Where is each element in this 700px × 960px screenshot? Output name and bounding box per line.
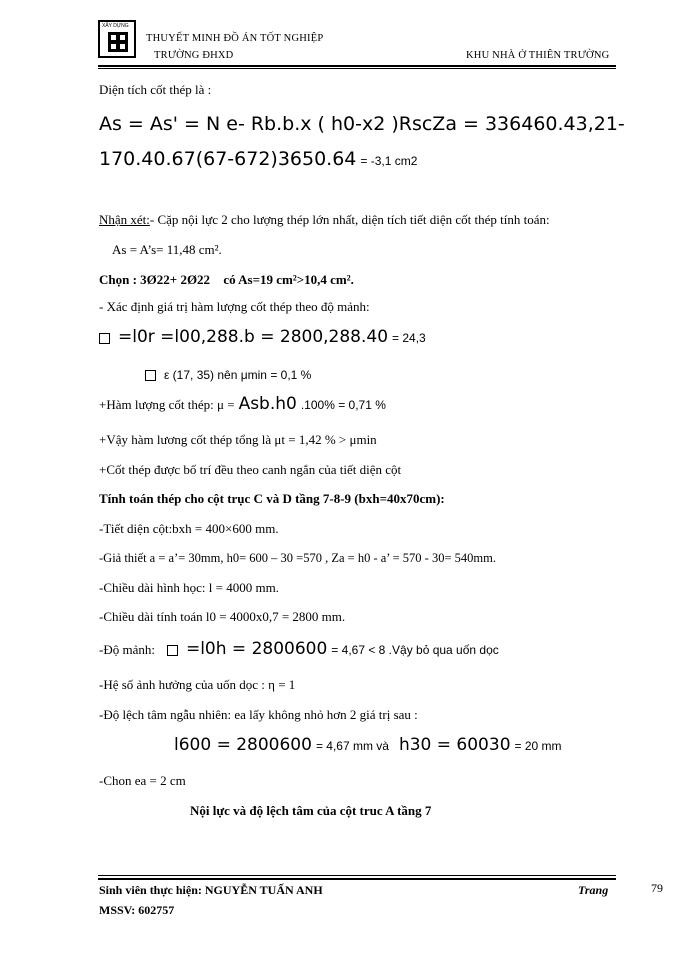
formula-line bbox=[99, 327, 426, 347]
formula-line bbox=[174, 735, 562, 755]
symbol-box bbox=[99, 333, 110, 344]
text-line bbox=[99, 212, 550, 228]
school-logo: XÂY DỰNG bbox=[98, 20, 136, 58]
formula-line bbox=[99, 148, 417, 170]
text-line: -Độ lệch tâm ngẫu nhiên: ea lấy không nhỏ hơn 2 giá trị sau : bbox=[99, 707, 418, 722]
formula-part: =l0r =l00,288.b = 2800,288.40 bbox=[118, 327, 389, 347]
text-line: -Tiết diện cột:bxh = 400×600 mm. bbox=[99, 521, 279, 536]
text-line: -Giả thiết a = a’= 30mm, h0= 600 – 30 =570 , Za = h0 - a’ = 570 - 30= 540mm. bbox=[99, 551, 496, 565]
text-part: ε (17, 35) nên μmin = 0,1 % bbox=[164, 368, 312, 382]
formula-result: = 4,67 < 8 .Vậy bỏ qua uốn dọc bbox=[331, 643, 499, 657]
header-rule-thin bbox=[98, 68, 616, 69]
formula-result: = 4,67 mm và bbox=[315, 739, 389, 753]
text-line bbox=[145, 366, 311, 384]
choice-area: có As=19 cm²>10,4 cm². bbox=[223, 272, 354, 287]
text-line: - Xác định giá trị hàm lượng cốt thép theo độ mảnh: bbox=[99, 299, 370, 314]
text-line: Diện tích cốt thép là : bbox=[99, 82, 212, 97]
formula-result: = 24,3 bbox=[392, 331, 426, 345]
symbol-box bbox=[145, 370, 156, 381]
formula-result: .100% = 0,71 % bbox=[300, 398, 386, 412]
formula-line: As = As' = N e- Rb.b.x ( h0-x2 )RscZa = 336460.43,21- bbox=[99, 113, 625, 135]
formula-part: h30 = 60030 bbox=[398, 735, 511, 755]
section-heading: Nội lực và độ lệch tâm của cột truc A tầng 7 bbox=[190, 803, 432, 818]
header-title: THUYẾT MINH ĐỒ ÁN TỐT NGHIỆP bbox=[146, 33, 324, 44]
footer-page-label: Trang bbox=[578, 883, 609, 897]
text-line: -Chiều dài tính toán l0 = 4000x0,7 = 2800 mm. bbox=[99, 609, 346, 624]
text-line: +Vậy hàm lương cốt thép tổng là μt = 1,42 % > μmin bbox=[99, 432, 377, 447]
formula-result: = -3,1 cm2 bbox=[360, 154, 418, 168]
text-line: -Chiều dài hình học: l = 4000 mm. bbox=[99, 580, 279, 595]
formula-part: =l0h = 2800600 bbox=[185, 639, 328, 659]
formula-part: 170.40.67(67-672)3650.64 bbox=[99, 148, 357, 170]
formula-result: = 20 mm bbox=[514, 739, 562, 753]
header-project: KHU NHÀ Ở THIÊN TRƯỜNG bbox=[466, 50, 610, 61]
text-line: As = A’s= 11,48 cm². bbox=[112, 242, 222, 257]
formula-line bbox=[99, 639, 499, 659]
text-line: +Cốt thép được bố trí đều theo canh ngắn của tiết diện cột bbox=[99, 462, 402, 477]
header-rule bbox=[98, 65, 616, 67]
header-school: TRƯỜNG ĐHXD bbox=[154, 50, 234, 61]
choice-label: Chọn : 3Ø22+ 2Ø22 bbox=[99, 272, 211, 287]
footer-author: Sinh viên thực hiện: NGUYỄN TUẤN ANH bbox=[99, 883, 323, 897]
footer-rule bbox=[98, 878, 616, 880]
remark-text: - Cặp nội lực 2 cho lượng thép lớn nhất, diện tích tiết diện cốt thép tính toán: bbox=[149, 212, 550, 227]
symbol-box bbox=[167, 645, 178, 656]
remark-label: Nhận xét: bbox=[99, 212, 150, 227]
formula-part: l600 = 2800600 bbox=[174, 735, 312, 755]
text-part: +Hàm lượng cốt thép: μ = bbox=[99, 397, 235, 412]
text-line: -Chon ea = 2 cm bbox=[99, 773, 186, 788]
text-part: -Độ mảnh: bbox=[99, 642, 155, 657]
section-heading: Tính toán thép cho cột trục C và D tầng 7-8-9 (bxh=40x70cm): bbox=[99, 491, 445, 506]
formula-part: Asb.h0 bbox=[238, 394, 297, 414]
footer-mssv: MSSV: 602757 bbox=[99, 903, 175, 917]
page-number: 79 bbox=[651, 881, 663, 895]
text-line bbox=[99, 272, 354, 288]
footer-rule-thin bbox=[98, 875, 616, 876]
text-line bbox=[99, 394, 386, 414]
text-line: -Hệ số ảnh hưởng của uốn dọc : η = 1 bbox=[99, 677, 296, 692]
